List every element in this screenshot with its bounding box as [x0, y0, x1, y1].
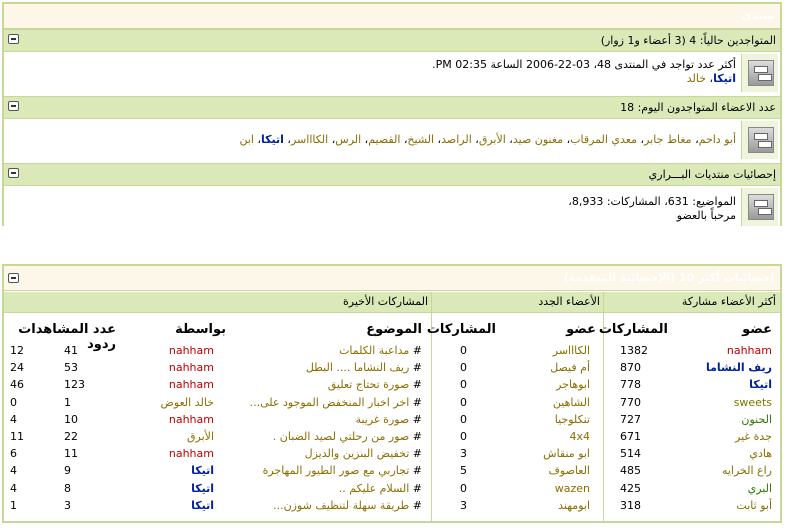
top-poster-count: 485 — [620, 464, 641, 478]
forum-stats-label: إحصائيات منتديات البـــراري — [648, 168, 776, 181]
top-poster-name[interactable]: sweets — [733, 395, 772, 409]
table-row — [4, 411, 780, 428]
latest-post-views: 53 — [64, 361, 78, 375]
top-stats-title-bar — [4, 266, 780, 291]
forum-stats-row — [4, 186, 780, 230]
new-member-name[interactable]: تنكلوجيا — [554, 412, 590, 426]
online-now-label: المتواجدين حالياً: 4 (3 أعضاء و1 زوار) — [600, 34, 776, 47]
latest-post-replies: 4 — [10, 464, 17, 478]
latest-post-replies: 0 — [10, 395, 17, 409]
latest-post-views: 11 — [64, 447, 78, 461]
table-row — [4, 462, 780, 479]
today-member-link[interactable]: الكاااسر — [290, 133, 329, 146]
top-poster-count: 870 — [620, 361, 641, 375]
collapse-toggle-icon[interactable] — [8, 34, 19, 44]
new-member-name[interactable]: الشاهين — [552, 395, 590, 409]
new-member-count: 0 — [460, 361, 467, 375]
top-poster-count: 778 — [620, 378, 641, 392]
new-member-count: 0 — [460, 430, 467, 443]
new-member-count: 3 — [460, 498, 467, 512]
latest-post-topic[interactable]: # تجاربي مع صور الطيور المهاجرة — [262, 464, 422, 478]
forum-title: منتدى — [741, 9, 774, 22]
online-user-link[interactable]: اتيكا — [713, 72, 736, 85]
latest-post-replies: 12 — [10, 344, 24, 357]
new-member-name[interactable]: أم فيصل — [550, 361, 590, 375]
table-row — [4, 359, 780, 376]
table-row — [4, 342, 780, 359]
col-posts: المشاركات — [598, 322, 668, 337]
top-poster-name[interactable]: جدة غير — [735, 430, 772, 443]
top-poster-count: 671 — [620, 430, 641, 443]
whos-online-panel — [2, 2, 782, 226]
today-member-link[interactable]: الرس — [335, 133, 362, 146]
latest-post-replies: 4 — [10, 412, 17, 426]
top-stats-panel — [2, 264, 782, 523]
new-member-name[interactable]: الكاااسر — [552, 344, 590, 357]
new-member-name[interactable]: 4x4 — [569, 430, 590, 443]
latest-post-author[interactable]: الأبرق — [187, 430, 214, 443]
latest-post-topic[interactable]: # صورة تحتاج تعليق — [327, 378, 422, 392]
online-record-row: أكثر عدد تواجد في المنتدى 48، 03-22-2006 الساعة 02:35 PM. اتيكا، خالد — [4, 52, 780, 96]
new-member-name[interactable]: ابو منقاش — [543, 447, 590, 461]
new-member-count: 0 — [460, 344, 467, 357]
latest-post-topic[interactable]: # طريقة سهلة لتنظيف شوزن... — [273, 498, 422, 512]
today-member-link[interactable]: الشيخ — [407, 133, 435, 146]
top-poster-name[interactable]: ريف النشاما — [705, 361, 772, 375]
latest-post-topic[interactable]: # ريف النشاما .... البطل — [305, 361, 422, 375]
latest-post-topic[interactable]: # مداعبة الكلمات — [339, 344, 422, 357]
today-member-link[interactable]: أبو داحم — [698, 133, 736, 146]
latest-posts-header: المشاركات الأخيرة — [343, 295, 428, 308]
today-member-link[interactable]: ابن — [239, 133, 254, 146]
new-member-count: 0 — [460, 395, 467, 409]
top-posters-header: أكثر الأعضاء مشاركة — [681, 295, 776, 308]
users-online-icon — [748, 60, 774, 86]
latest-post-author[interactable]: nahham — [168, 447, 214, 461]
latest-post-author[interactable]: اتيكا — [191, 481, 214, 495]
latest-post-replies: 4 — [10, 481, 17, 495]
table-row — [4, 376, 780, 393]
users-today-icon — [748, 127, 774, 153]
today-members-list: أبو داحم، مغاط جابر، معدي المرقاب، مغنون صيد، الأبرق، الراصد، الشيخ، القصيم، الرس، الكاااسر، اتيكا، ابن — [239, 133, 736, 146]
latest-post-topic[interactable]: # اخر اخبار المنخفض الموجود على... — [249, 395, 422, 409]
new-member-name[interactable]: ابوهاجر — [556, 378, 590, 392]
forum-stats-text: المواضيع: 631، المشاركات: 8,933، — [568, 195, 736, 208]
top-poster-count: 770 — [620, 395, 641, 409]
latest-post-views: 9 — [64, 464, 71, 478]
table-row — [4, 445, 780, 462]
latest-post-author[interactable]: nahham — [168, 412, 214, 426]
new-member-count: 0 — [460, 378, 467, 392]
latest-post-author[interactable]: nahham — [168, 344, 214, 357]
top-poster-name[interactable]: راع الخرايه — [721, 464, 772, 478]
today-member-link[interactable]: مغاط جابر — [644, 133, 692, 146]
collapse-toggle-icon[interactable] — [8, 273, 19, 283]
top-stats-title: إحصائيات أكثر 10 (الإحصائية المتقدمة) — [563, 271, 774, 284]
latest-post-views: 3 — [64, 498, 71, 512]
top-poster-count: 1382 — [620, 344, 648, 357]
today-member-link[interactable]: مغنون صيد — [512, 133, 564, 146]
new-member-count: 0 — [460, 412, 467, 426]
whos-online-title-bar — [4, 4, 780, 29]
col-member-new: عضو — [566, 322, 596, 337]
new-member-count: 3 — [460, 447, 467, 461]
col-views-replies: عدد المشاهدات ردود — [18, 322, 116, 352]
new-members-header: الأعضاء الجدد — [538, 295, 600, 308]
top-poster-name[interactable]: البري — [747, 481, 772, 495]
table-row — [4, 394, 780, 411]
table-row — [4, 480, 780, 497]
new-member-name[interactable]: العاصوف — [548, 464, 590, 478]
today-members-row — [4, 119, 780, 163]
latest-post-topic[interactable]: # صور من رحلتي لصيد الضبان . — [272, 430, 422, 443]
top-poster-name[interactable]: هادي — [749, 447, 772, 461]
welcome-text: مرحباً بالعضو — [676, 209, 736, 222]
top-poster-count: 318 — [620, 498, 641, 512]
stats-chart-icon — [748, 194, 774, 220]
latest-post-views: 22 — [64, 430, 78, 443]
new-member-name[interactable]: ابومهند — [558, 498, 590, 512]
new-member-name[interactable]: wazen — [554, 481, 590, 495]
online-record-text: أكثر عدد تواجد في المنتدى 48، 03-22-2006 الساعة 02:35 PM. — [432, 58, 736, 71]
latest-post-views: 8 — [64, 481, 71, 495]
stats-section-headers — [4, 292, 780, 313]
today-members-header — [4, 96, 780, 119]
latest-post-author[interactable]: اتيكا — [191, 498, 214, 512]
latest-post-author[interactable]: nahham — [168, 378, 214, 392]
latest-post-replies: 46 — [10, 378, 24, 392]
col-member: عضو — [742, 322, 772, 337]
today-member-link[interactable]: معدي المرقاب — [570, 133, 638, 146]
forum-stats-header — [4, 163, 780, 186]
latest-post-author[interactable]: nahham — [168, 361, 214, 375]
top-poster-name[interactable]: أبو ثابت — [736, 498, 772, 512]
new-member-count: 5 — [460, 464, 467, 478]
col-posts-new: المشاركات — [426, 322, 496, 337]
latest-post-topic[interactable]: # السلام عليكم .. — [338, 481, 422, 495]
online-now-header — [4, 29, 780, 52]
latest-post-author[interactable]: خالد العوض — [160, 395, 214, 409]
collapse-toggle-icon[interactable] — [8, 101, 19, 111]
latest-post-views: 123 — [64, 378, 85, 392]
latest-post-views: 10 — [64, 412, 78, 426]
today-member-link[interactable]: الراصد — [441, 133, 472, 146]
top-poster-count: 727 — [620, 412, 641, 426]
online-user-link[interactable]: خالد — [686, 72, 707, 85]
today-member-link[interactable]: القصيم — [368, 133, 401, 146]
col-by: بواسطة — [175, 322, 226, 337]
table-row — [4, 428, 780, 445]
latest-post-replies: 6 — [10, 447, 17, 461]
latest-post-topic[interactable]: # تخفيض البنزين والديزل — [304, 447, 422, 461]
latest-post-replies: 24 — [10, 361, 24, 375]
collapse-toggle-icon[interactable] — [8, 168, 19, 178]
latest-post-views: 1 — [64, 395, 71, 409]
today-member-link[interactable]: الأبرق — [478, 133, 506, 146]
top-poster-count: 514 — [620, 447, 641, 461]
table-row — [4, 497, 780, 514]
latest-post-replies: 11 — [10, 430, 24, 443]
new-member-count: 0 — [460, 481, 467, 495]
latest-post-replies: 1 — [10, 498, 17, 512]
col-topic: الموضوع — [366, 322, 422, 337]
top-poster-name[interactable]: nahham — [726, 344, 772, 357]
latest-post-views: 41 — [64, 344, 78, 357]
top-poster-name[interactable]: الحنون — [741, 412, 772, 426]
latest-post-topic[interactable]: # صورة غريبة — [355, 412, 422, 426]
top-poster-name[interactable]: اتيكا — [749, 378, 772, 392]
today-members-label: عدد الاعضاء المتواجدون اليوم: 18 — [620, 101, 776, 114]
latest-post-author[interactable]: اتيكا — [191, 464, 214, 478]
today-member-link[interactable]: اتيكا — [261, 133, 284, 146]
top-poster-count: 425 — [620, 481, 641, 495]
